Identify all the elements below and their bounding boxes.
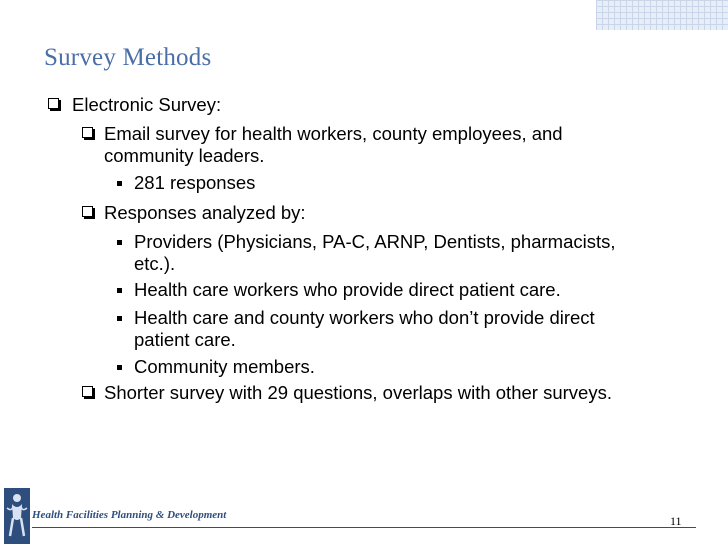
bullet-text-line1: Health care and county workers who don’t provide direct — [134, 307, 595, 328]
square-bullet-icon — [48, 98, 59, 109]
bullet-text: Electronic Survey: — [72, 94, 222, 115]
bullet-level3 — [134, 172, 255, 194]
square-dot-bullet-icon — [117, 365, 122, 370]
square-dot-bullet-icon — [117, 240, 122, 245]
bullet-text: Shorter survey with 29 questions, overlaps with other surveys. — [104, 382, 612, 403]
bullet-level3 — [134, 307, 595, 351]
bullet-text: Responses analyzed by: — [104, 202, 306, 223]
bullet-text-line2: community leaders. — [104, 145, 265, 166]
square-bullet-icon — [82, 127, 93, 138]
bullet-level1 — [72, 94, 221, 116]
bullet-text: Health care workers who provide direct patient care. — [134, 279, 561, 300]
bullet-level3 — [134, 231, 616, 275]
bullet-level2 — [104, 202, 306, 224]
header-grid-decoration — [596, 0, 728, 30]
square-dot-bullet-icon — [117, 181, 122, 186]
square-bullet-icon — [82, 386, 93, 397]
bullet-text: Community members. — [134, 356, 315, 377]
slide-title: Survey Methods — [44, 44, 212, 71]
bullet-level2 — [104, 382, 612, 404]
page-number: 11 — [670, 514, 682, 528]
bullet-level3 — [134, 279, 561, 301]
bullet-text-line1: Email survey for health workers, county employees, and — [104, 123, 563, 144]
square-dot-bullet-icon — [117, 316, 122, 321]
figure-logo-icon — [4, 488, 30, 544]
bullet-text-line2: patient care. — [134, 329, 236, 350]
bullet-text: 281 responses — [134, 172, 256, 193]
bullet-level2 — [104, 123, 563, 167]
square-bullet-icon — [82, 206, 93, 217]
bullet-text-line2: etc.). — [134, 253, 176, 274]
footer-organization: Health Facilities Planning & Development — [32, 509, 227, 521]
footer-divider — [32, 527, 696, 528]
square-dot-bullet-icon — [117, 288, 122, 293]
bullet-text-line1: Providers (Physicians, PA-C, ARNP, Dentists, pharmacists, — [134, 231, 616, 252]
bullet-level3 — [134, 356, 315, 378]
